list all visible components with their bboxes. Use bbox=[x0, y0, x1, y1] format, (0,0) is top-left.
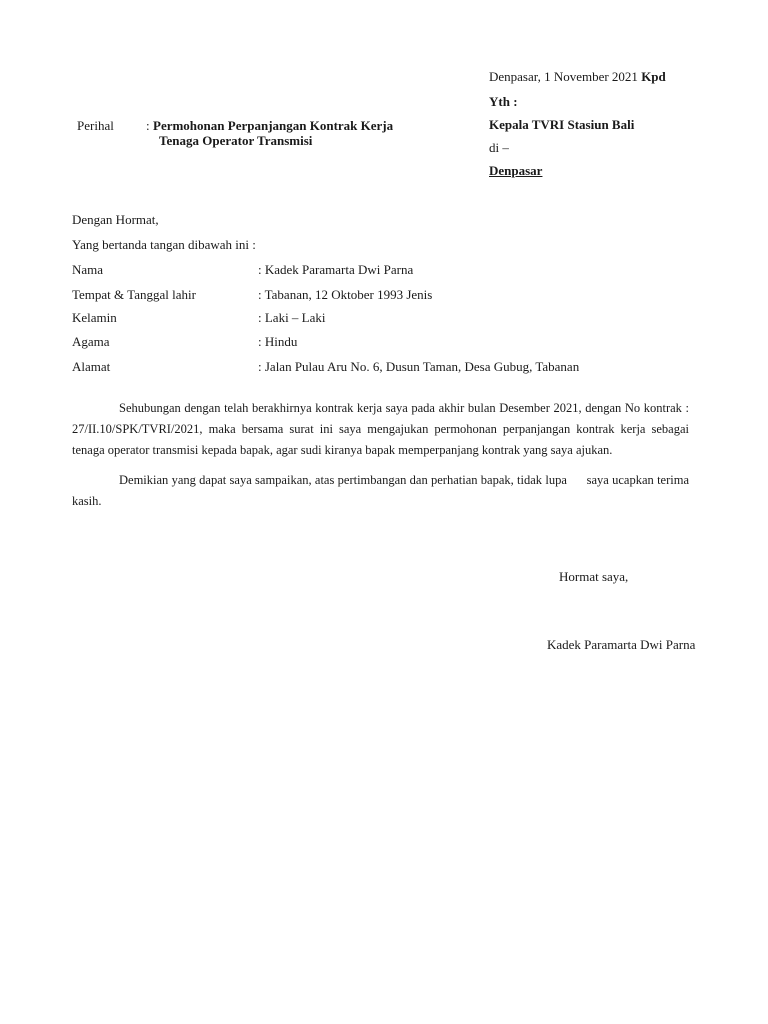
date-line bbox=[489, 69, 666, 85]
body-paragraph-1-text: Sehubungan dengan telah berakhirnya kontrak kerja saya pada akhir bulan Desember 2021, dengan No kontrak : 27/II.10/SPK/TVRI/2021, maka bersama surat ini saya mengajukan permohonan perpanjangan kontrak kerja sebagai tenaga operator transmisi kepada bapak, agar sudi kiranya bapak memperpanjang kontrak yang saya ajukan. bbox=[72, 401, 689, 457]
recipient-title: Kepala TVRI Stasiun Bali bbox=[489, 117, 635, 132]
kpd-text: Kpd bbox=[641, 69, 666, 84]
subject-colon: : bbox=[146, 118, 150, 133]
body-paragraph-1 bbox=[72, 398, 689, 461]
greeting: Dengan Hormat, bbox=[72, 212, 159, 227]
signer-name: Kadek Paramarta Dwi Parna bbox=[547, 637, 696, 652]
date-text: Denpasar, 1 November 2021 bbox=[489, 69, 638, 84]
intro-line: Yang bertanda tangan dibawah ini : bbox=[72, 237, 256, 252]
field-value-name: : Kadek Paramarta Dwi Parna bbox=[258, 262, 414, 277]
field-label-gender: Kelamin bbox=[72, 310, 117, 325]
subject-label: Perihal bbox=[77, 118, 114, 133]
recipient-di: di – bbox=[489, 140, 509, 155]
field-label-religion: Agama bbox=[72, 334, 110, 349]
field-label-birth: Tempat & Tanggal lahir bbox=[72, 287, 196, 302]
field-value-birth: : Tabanan, 12 Oktober 1993 Jenis bbox=[258, 287, 433, 302]
field-label-name: Nama bbox=[72, 262, 104, 277]
body-paragraph-2 bbox=[72, 470, 693, 512]
field-label-address: Alamat bbox=[72, 359, 111, 374]
field-value-religion: : Hindu bbox=[258, 334, 298, 349]
subject-line-1: Permohonan Perpanjangan Kontrak Kerja bbox=[153, 118, 394, 133]
field-value-gender: : Laki – Laki bbox=[258, 310, 326, 325]
field-value-address: : Jalan Pulau Aru No. 6, Dusun Taman, Desa Gubug, Tabanan bbox=[258, 359, 580, 374]
body-paragraph-2-text: Demikian yang dapat saya sampaikan, atas pertimbangan dan perhatian bapak, tidak lupa saya ucapkan terima kasih. bbox=[72, 473, 693, 508]
recipient-place: Denpasar bbox=[489, 163, 543, 178]
yth-label: Yth : bbox=[489, 94, 518, 109]
closing-salutation: Hormat saya, bbox=[559, 569, 629, 584]
subject-line-2: Tenaga Operator Transmisi bbox=[159, 133, 313, 148]
